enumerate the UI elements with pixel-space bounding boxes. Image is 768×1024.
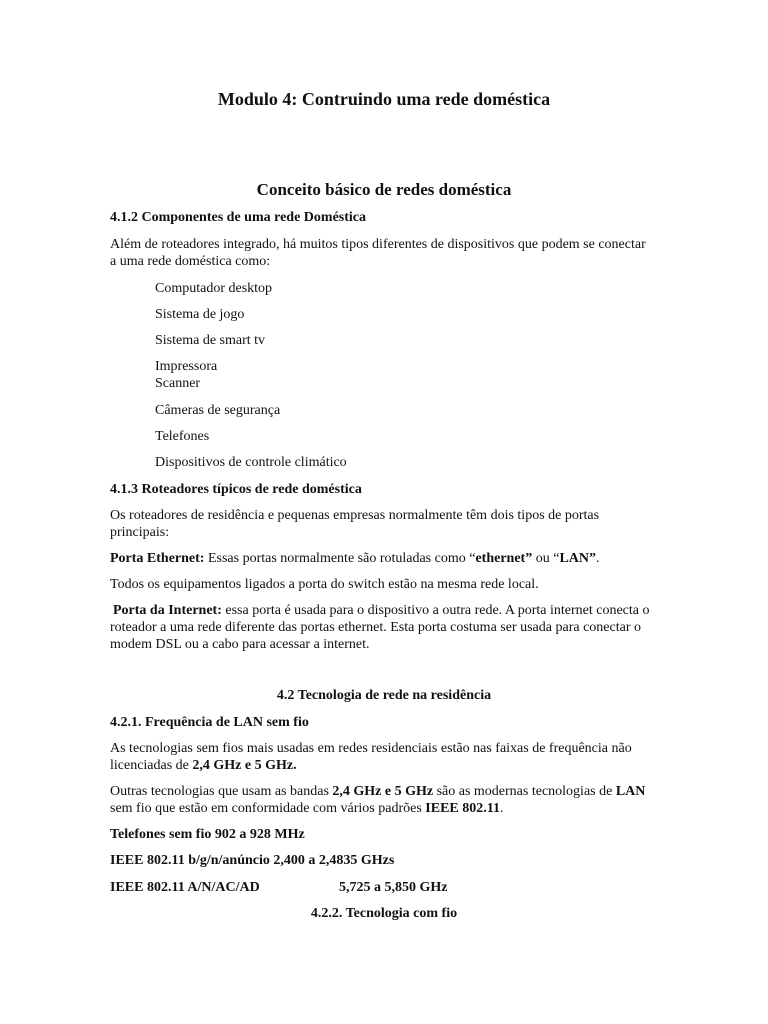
- p1-line1: As tecnologias sem fios mais usadas em redes residenciais estão nas faixas de frequência não: [110, 741, 632, 756]
- freq-line-1: Telefones sem fio 902 a 928 MHz: [110, 827, 305, 842]
- internet-label: Porta da Internet:: [113, 603, 222, 618]
- intro-413-line1: Os roteadores de residência e pequenas empresas normalmente têm dois tipos de portas: [110, 508, 600, 523]
- device-item: Sistema de jogo: [155, 307, 245, 322]
- heading-4-2: 4.2 Tecnologia de rede na residência: [276, 688, 492, 703]
- device-item: Impressora: [155, 359, 218, 374]
- device-item: Sistema de smart tv: [155, 333, 266, 348]
- internet-text: essa porta é usada para o dispositivo a outra rede. A porta internet conecta o: [221, 603, 650, 618]
- intro-412-line2: a uma rede doméstica como:: [110, 254, 271, 269]
- intro-412-line1: Além de roteadores integrado, há muitos tipos diferentes de dispositivos que podem se conectar: [110, 237, 646, 252]
- ethernet-paragraph: [110, 550, 600, 568]
- device-item: Computador desktop: [155, 281, 273, 296]
- document-title: Modulo 4: Contruindo uma rede doméstica: [217, 89, 551, 109]
- internet-paragraph-line3: modem DSL ou a cabo para acessar a internet.: [110, 637, 370, 652]
- lan-word: LAN”: [559, 551, 596, 566]
- p2-line2-text: sem fio que estão em conformidade com vários padrões: [110, 801, 426, 816]
- ethernet-label: Porta Ethernet:: [110, 551, 205, 566]
- section-title: Conceito básico de redes doméstica: [256, 180, 512, 199]
- p2-line1-bold2: LAN: [615, 784, 646, 799]
- p2-line1-mid: são as modernas tecnologias de: [433, 784, 616, 799]
- ethernet-or: ou “: [532, 551, 560, 566]
- p1-line2-text: licenciadas de: [110, 758, 193, 773]
- heading-4-1-2: 4.1.2 Componentes de uma rede Doméstica: [110, 210, 366, 225]
- heading-4-2-1: 4.2.1. Frequência de LAN sem fio: [110, 715, 309, 730]
- ethernet-text: Essas portas normalmente são rotuladas como “: [204, 551, 476, 566]
- device-item: Telefones: [155, 429, 210, 444]
- freq-line-2: IEEE 802.11 b/g/n/anúncio 2,400 a 2,4835 GHzs: [110, 853, 395, 868]
- p2-line1: [110, 783, 645, 801]
- p1-line2: [110, 757, 297, 775]
- heading-4-1-3: 4.1.3 Roteadores típicos de rede doméstica: [110, 482, 362, 497]
- internet-paragraph-line2: roteador a uma rede diferente das portas ethernet. Esta porta costuma ser usada para conectar o: [110, 620, 641, 635]
- freq-line-3-label: IEEE 802.11 A/N/AC/AD: [110, 880, 260, 895]
- p2-line2-end: .: [500, 801, 504, 816]
- p2-line1-bold1: 2,4 GHz e 5 GHz: [332, 784, 434, 799]
- switch-paragraph: Todos os equipamentos ligados a porta do switch estão na mesma rede local.: [110, 577, 539, 592]
- device-item: Dispositivos de controle climático: [155, 455, 347, 470]
- ethernet-word: ethernet”: [475, 551, 533, 566]
- intro-413-line2: principais:: [110, 525, 170, 540]
- p2-line2: [110, 800, 504, 818]
- p2-line1-text: Outras tecnologias que usam as bandas: [110, 784, 333, 799]
- freq-line-3-value: 5,725 a 5,850 GHz: [339, 880, 448, 895]
- device-item: Câmeras de segurança: [155, 403, 281, 418]
- internet-paragraph-line1: [113, 602, 650, 620]
- ethernet-end: .: [596, 551, 600, 566]
- p1-line2-bold: 2,4 GHz e 5 GHz.: [192, 758, 297, 773]
- device-item: Scanner: [155, 376, 201, 391]
- heading-4-2-2: 4.2.2. Tecnologia com fio: [310, 906, 458, 921]
- p2-line2-bold: IEEE 802.11: [425, 801, 500, 816]
